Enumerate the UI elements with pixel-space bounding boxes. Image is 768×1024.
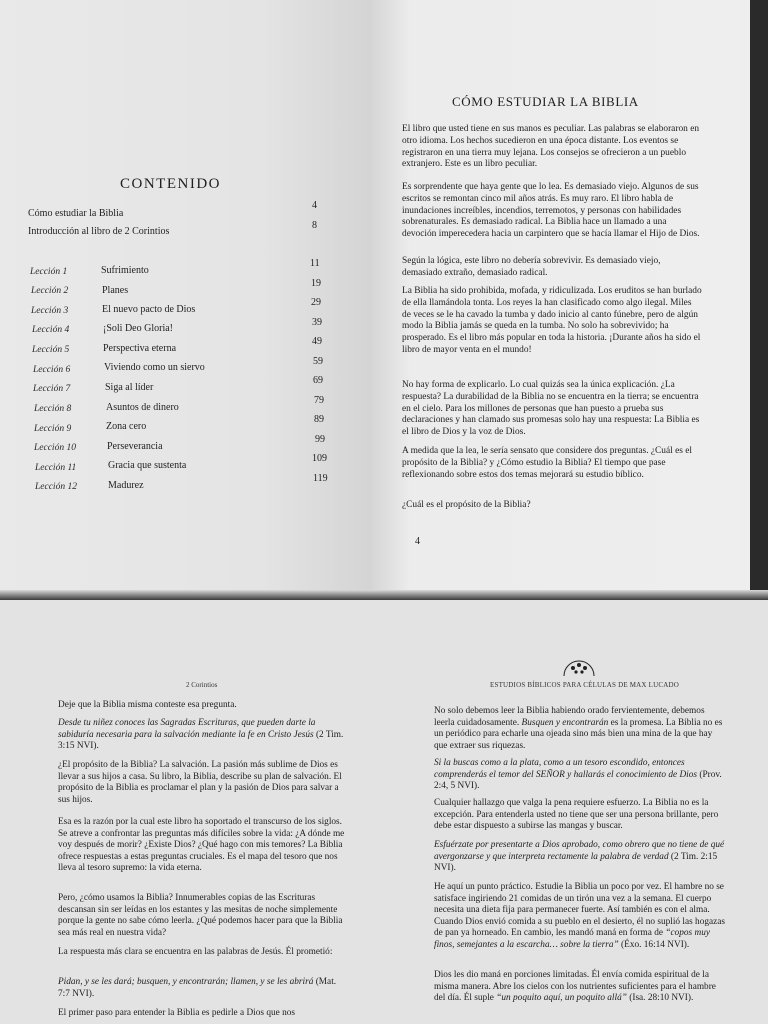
lesson-page: 39 bbox=[312, 317, 322, 328]
scripture-quote bbox=[58, 977, 350, 1000]
lesson-title: Madurez bbox=[108, 480, 144, 491]
lesson-title: Viviendo como un siervo bbox=[104, 362, 205, 373]
lesson-label: Lección 3 bbox=[31, 306, 69, 316]
lesson-title: Planes bbox=[102, 285, 129, 296]
quote-ref: (2 Tim. 3:15 NVI). bbox=[58, 729, 344, 752]
study-paragraph: El libro que usted tiene en sus manos es peculiar. Las palabras se elaboraron en otro idioma. Los hechos sucedieron en una época distante. Los eventos se registraron en una tierra muy lejana. Los consejos se ofrecieron a un pueblo extranjero. Este es un libro peculiar. bbox=[402, 124, 700, 170]
toc-intro-label: Cómo estudiar la Biblia bbox=[28, 208, 124, 219]
running-header-right: ESTUDIOS BÍBLICOS PARA CÉLULAS DE MAX LUCADO bbox=[490, 681, 680, 689]
quote-text: Esfuérzate por presentarte a Dios aprobado, como obrero que no tiene de qué avergonzarse y que interpreta rectamente la palabra de verdad bbox=[434, 840, 725, 862]
lesson-title: Siga al líder bbox=[105, 382, 154, 393]
running-header-left: 2 Corintios bbox=[186, 681, 218, 689]
lesson-label: Lección 2 bbox=[31, 286, 69, 296]
lesson-page: 19 bbox=[311, 278, 321, 289]
toc-title: CONTENIDO bbox=[120, 176, 221, 192]
lesson-label: Lección 1 bbox=[30, 267, 68, 277]
lesson-page: 89 bbox=[314, 414, 324, 425]
toc-intro-page: 8 bbox=[312, 220, 317, 231]
body-paragraph: Esa es la razón por la cual este libro ha soportado el transcurso de los siglos. Se atreve a confrontar las preguntas más difíciles sobre la vida: ¿A dónde me voy después de morir? ¿Existe Dios? ¿Qué hago con mis temores? La Biblia ofrece respuestas a estas preguntas cruciales. Es el mapa del tesoro que nos lleva al tesoro supremo: la vida eterna. bbox=[58, 817, 345, 874]
lesson-title: El nuevo pacto de Dios bbox=[102, 304, 196, 315]
body-paragraph: He aquí un punto práctico. Estudie la Biblia un poco por vez. El hambre no se satisface ingiriendo 21 comidas de un tirón una vez a la semana. El cuerpo necesita una dieta fija para permanecer fuerte. Así también es con el alma. Cuando Dios envió comida a su pueblo en el desierto, él no suplió las hogazas de pan ya horneado. En cambio, les mandó maná en forma de “copos muy finos, semejantes a la escarcha… sobre la tierra” (Éxo. 16:14 NVI). bbox=[434, 882, 725, 950]
study-paragraph: No hay forma de explicarlo. Lo cual quizás sea la única explicación. ¿La respuesta? La durabilidad de la Biblia no se encuentra en la tierra; se encuentra en el cielo. Para los millones de personas que han puesto a prueba sus declaraciones y han clamado sus promesas solo hay una respuesta: La Biblia es el libro de Dios y la voz de Dios. bbox=[402, 380, 700, 438]
quote-ref: (2 Tim. 2:15 NVI). bbox=[434, 851, 718, 874]
quote-ref: (Mat. 7:7 NVI). bbox=[58, 977, 337, 999]
lesson-label: Lección 7 bbox=[33, 384, 71, 394]
study-paragraph: Es sorprendente que haya gente que lo lea. Es demasiado viejo. Algunos de sus escritos se remontan cinco mil años atrás. Es muy raro. El libro habla de inundaciones increíbles, incendios, terremotos, y personas con habilidades sobrenaturales. Es demasiado radical. La Biblia hace un llamado a una devoción imperecedera hacia un carpintero que se hacía llamar el Hijo de Dios. bbox=[402, 182, 700, 240]
lesson-label: Lección 4 bbox=[32, 325, 70, 335]
binding-edge bbox=[750, 0, 768, 600]
lesson-title: Asuntos de dinero bbox=[106, 402, 179, 413]
scripture-quote bbox=[434, 758, 726, 793]
lesson-title: Zona cero bbox=[106, 421, 147, 432]
lesson-title: ¡Soli Deo Gloria! bbox=[103, 323, 173, 334]
scripture-quote bbox=[434, 840, 726, 875]
body-paragraph: No solo debemos leer la Biblia habiendo orado fervientemente, debemos leerla cuidadosamente. Busquen y encontrarán es la promesa. La Biblia no es un periódico para echarle una ojeada sino más bien una mina de la que hay que extraer sus riquezas. bbox=[434, 706, 723, 751]
quote-text: Desde tu niñez conoces las Sagradas Escrituras, que pueden darte la sabiduría necesaria para la salvación mediante la fe en Cristo Jesús bbox=[58, 718, 316, 740]
body-paragraph: Cualquier hallazgo que valga la pena requiere esfuerzo. La Biblia no es la excepción. Para entenderla usted no tiene que ser una persona brillante, pero debe estar dispuesto a subirse las mangas y buscar. bbox=[434, 798, 719, 832]
page-number: 4 bbox=[415, 536, 420, 547]
study-title: CÓMO ESTUDIAR LA BIBLIA bbox=[452, 94, 639, 109]
lesson-page: 11 bbox=[310, 258, 320, 269]
lesson-title: Sufrimiento bbox=[101, 265, 149, 276]
body-paragraph: El primer paso para entender la Biblia es pedirle a Dios que nos bbox=[58, 1008, 295, 1018]
body-paragraph: La respuesta más clara se encuentra en las palabras de Jesús. Él prometió: bbox=[58, 947, 333, 957]
body-paragraph: Dios les dio maná en porciones limitadas. Él envía comida espiritual de la misma manera. Abre los cielos con los nutrientes suficientes para el hambre del día. Él suple “un poquito aquí, un poquito allá” (Isa. 28:10 NVI). bbox=[434, 970, 716, 1004]
lesson-label: Lección 8 bbox=[34, 404, 72, 414]
lesson-title: Gracia que sustenta bbox=[108, 460, 187, 471]
lesson-label: Lección 11 bbox=[35, 463, 77, 473]
body-paragraph: ¿El propósito de la Biblia? La salvación. La pasión más sublime de Dios es llevar a sus hijos a casa. Su libro, la Biblia, describe su plan de salvación. El propósito de la Biblia es proclamar el plan y la pasión de Dios para salvar a sus hijos. bbox=[58, 760, 342, 805]
study-paragraph: Según la lógica, este libro no debería sobrevivir. Es demasiado viejo, demasiado extraño, demasiado radical. bbox=[402, 256, 661, 278]
quote-text: Pidan, y se les dará; busquen, y encontrarán; llamen, y se les abrirá bbox=[58, 977, 314, 987]
study-paragraph: ¿Cuál es el propósito de la Biblia? bbox=[402, 500, 531, 510]
lesson-label: Lección 10 bbox=[34, 443, 76, 453]
page-divider bbox=[0, 590, 768, 600]
lesson-page: 29 bbox=[311, 297, 321, 308]
lesson-page: 109 bbox=[312, 453, 327, 464]
lesson-label: Lección 12 bbox=[35, 482, 77, 492]
lesson-page: 119 bbox=[313, 473, 328, 484]
lesson-label: Lección 5 bbox=[32, 345, 70, 355]
body-paragraph: Pero, ¿cómo usamos la Biblia? Innumerables copias de las Escrituras descansan sin ser leídas en los estantes y las mesitas de noche simplemente porque la gente no sabe cómo leerla. ¿Qué podemos hacer para que la Biblia sea más real en nuestra vida? bbox=[58, 893, 343, 938]
study-paragraph: La Biblia ha sido prohibida, mofada, y ridiculizada. Los eruditos se han burlado de ella llamándola tonta. Los reyes la han clasificado como algo ilegal. Miles de veces se le ha cavado la tumba y dado inicio al canto fúnebre, pero de algún modo la Biblia jamás se queda en la tumba. No solo ha sobrevivido; ha prosperado. Es el libro más popular en toda la historia. ¡Durante años ha sido el libro de mayor venta en el mundo! bbox=[402, 286, 702, 355]
lesson-label: Lección 6 bbox=[33, 365, 71, 375]
body-paragraph: Deje que la Biblia misma conteste esa pregunta. bbox=[58, 700, 237, 710]
lesson-page: 49 bbox=[312, 336, 322, 347]
toc-intro-label: Introducción al libro de 2 Corintios bbox=[28, 226, 170, 237]
lesson-title: Perspectiva eterna bbox=[103, 343, 177, 354]
study-paragraph: A medida que la lea, le sería sensato que considere dos preguntas. ¿Cuál es el propósito de la Biblia? y ¿Cómo estudio la Biblia? El tiempo que pase reflexionando sobre estos dos temas mejorará su estudio bíblico. bbox=[402, 446, 693, 480]
lesson-label: Lección 9 bbox=[34, 424, 72, 434]
quote-text: Si la buscas como a la plata, como a un tesoro escondido, entonces comprenderás el temor del SEÑOR y hallarás el conocimiento de Dios bbox=[434, 758, 698, 780]
lesson-page: 79 bbox=[314, 395, 324, 406]
toc-intro-page: 4 bbox=[312, 200, 317, 211]
quote-ref: (Prov. 2:4, 5 NVI). bbox=[434, 769, 722, 792]
lesson-title: Perseverancia bbox=[107, 441, 163, 452]
lesson-page: 99 bbox=[315, 434, 325, 445]
series-logo-icon bbox=[562, 659, 596, 677]
lesson-page: 59 bbox=[313, 356, 323, 367]
scripture-quote bbox=[58, 718, 350, 753]
lesson-page: 69 bbox=[313, 375, 323, 386]
